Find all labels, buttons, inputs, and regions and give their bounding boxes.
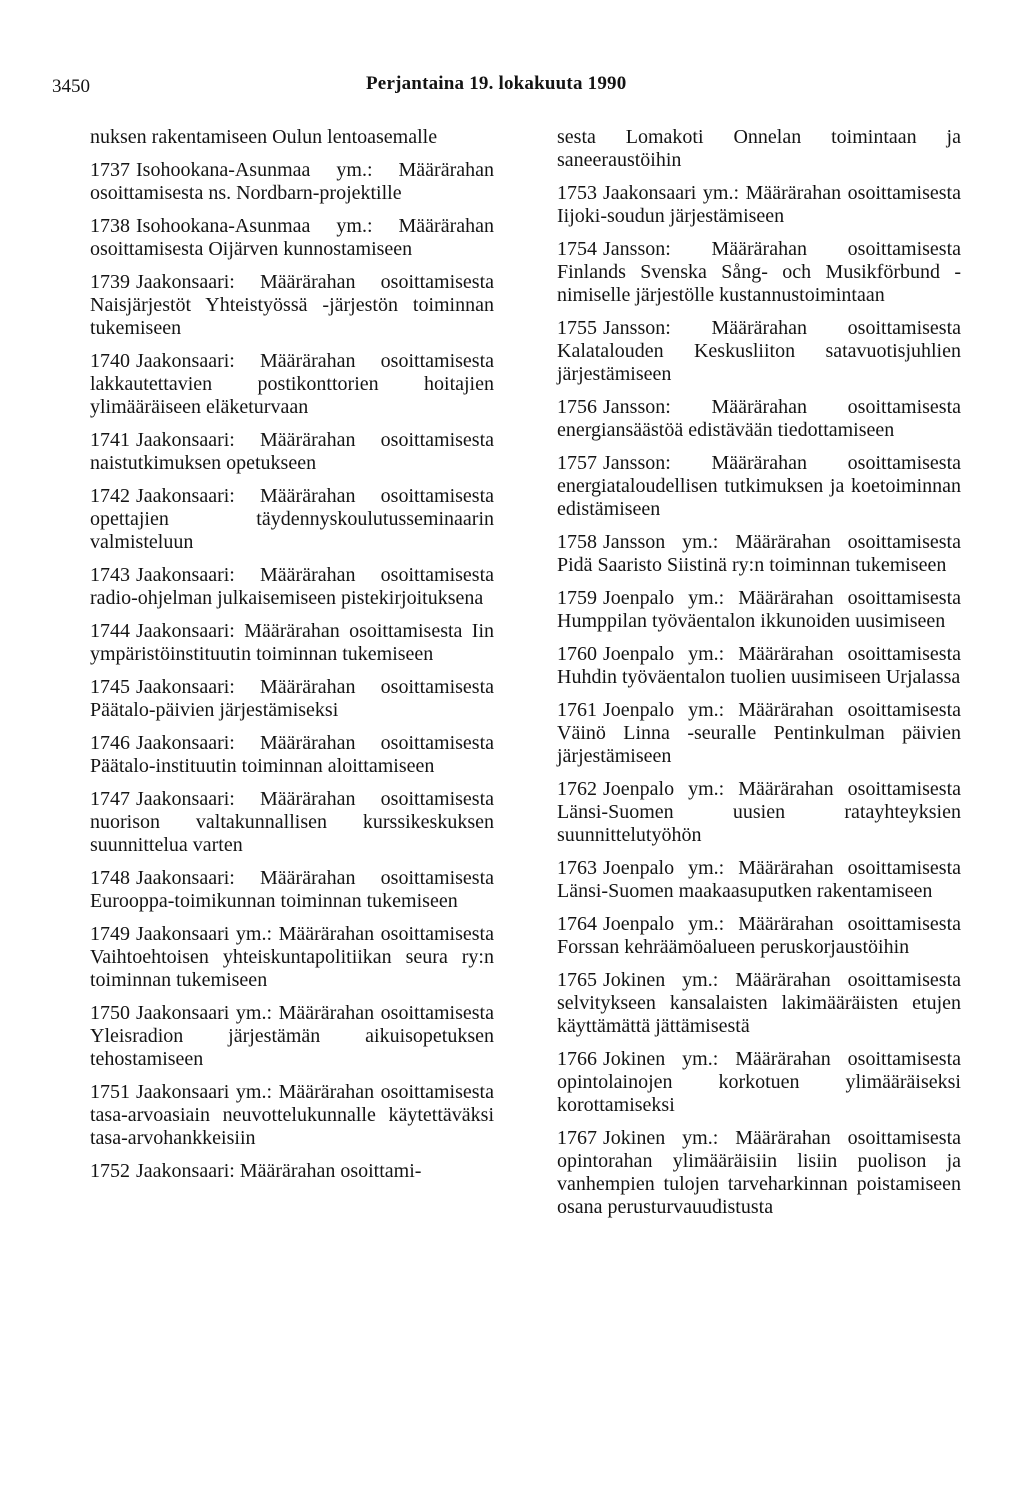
entry-text: Jaakonsaari: Määrärahan osoittamisesta Eurooppa-toimikunnan toiminnan tukemiseen [90,867,494,912]
entry-text: Jansson ym.: Määrärahan osoittamisesta Pidä Saaristo Siistinä ry:n toiminnan tukemiseen [557,531,961,576]
entry-text: Jaakonsaari: Määrärahan osoittamisesta Iin ympäristöinstituutin toiminnan tukemiseen [90,620,494,665]
running-head: Perjantaina 19. lokakuuta 1990 [366,73,627,94]
entry-item [90,350,494,419]
entry-number: 1738 [90,215,130,237]
entry-text: Joenpalo ym.: Määrärahan osoittamisesta Väinö Linna -seuralle Pentinkulman päivien järjestämiseen [557,699,961,767]
entry-text: Joenpalo ym.: Määrärahan osoittamisesta Humppilan työväentalon ikkunoiden uusimiseen [557,587,961,632]
page-number: 3450 [52,76,90,97]
entry-item [557,969,961,1038]
entry-item [90,126,494,149]
entry-item [557,531,961,577]
entry-number: 1746 [90,732,130,754]
entry-number: 1742 [90,485,130,507]
entry-item [90,620,494,666]
entry-number: 1766 [557,1048,597,1070]
entry-text: Jaakonsaari ym.: Määrärahan osoittamisesta Iijoki-soudun järjestämiseen [557,182,961,227]
entry-text: Joenpalo ym.: Määrärahan osoittamisesta Huhdin työväentalon tuolien uusimiseen Urjalassa [557,643,961,688]
entry-number: 1748 [90,867,130,889]
entry-number: 1751 [90,1081,130,1103]
entry-number: 1760 [557,643,597,665]
entry-text: Jokinen ym.: Määrärahan osoittamisesta selvitykseen kansalaisten lakimääräisten etujen käyttämättä jättämisestä [557,969,961,1037]
entry-text: Jaakonsaari: Määrärahan osoittamisesta Päätalo-päivien järjestämiseksi [90,676,494,721]
entry-number: 1755 [557,317,597,339]
entry-text: Jokinen ym.: Määrärahan osoittamisesta opintorahan ylimääräisiin lisiin puolison ja vanhempien tulojen tarveharkinnan poistamiseen osana perusturvauudistusta [557,1127,961,1218]
entry-text: Jaakonsaari: Määrärahan osoittamisesta Päätalo-instituutin toiminnan aloittamiseen [90,732,494,777]
entry-number: 1739 [90,271,130,293]
entry-item [90,923,494,992]
entry-item [90,867,494,913]
entry-text: Isohookana-Asunmaa ym.: Määrärahan osoittamisesta Oijärven kunnostamiseen [90,215,494,260]
entry-number: 1758 [557,531,597,553]
entry-number: 1761 [557,699,597,721]
entry-item [557,182,961,228]
entry-text: Jaakonsaari: Määrärahan osoittamisesta Naisjärjestöt Yhteistyössä -järjestön toiminnan tukemiseen [90,271,494,339]
entry-item [90,732,494,778]
entry-text: Jansson: Määrärahan osoittamisesta Kalatalouden Keskusliiton satavuotisjuhlien järjestämiseen [557,317,961,385]
entry-number: 1754 [557,238,597,260]
entry-item [557,699,961,768]
entry-item [90,271,494,340]
entry-number: 1745 [90,676,130,698]
entry-number: 1753 [557,182,597,204]
entry-text: Jaakonsaari: Määrärahan osoittamisesta opettajien täydennyskoulutusseminaarin valmisteluun [90,485,494,553]
entry-item [557,238,961,307]
entry-text: Jaakonsaari ym.: Määrärahan osoittamisesta tasa-arvoasiain neuvottelukunnalle käytettäväksi tasa-arvohankkeisiin [90,1081,494,1149]
entry-item [90,159,494,205]
entry-text: Jaakonsaari: Määrärahan osoittamisesta radio-ohjelman julkaisemiseen pistekirjoituksena [90,564,494,609]
entry-text: Jaakonsaari: Määrärahan osoittamisesta lakkautettavien postikonttorien hoitajien ylimääräiseen eläketurvaan [90,350,494,418]
entry-number: 1765 [557,969,597,991]
entry-number: 1743 [90,564,130,586]
entry-number: 1756 [557,396,597,418]
entry-item [90,485,494,554]
entry-number: 1757 [557,452,597,474]
entry-text: Jansson: Määrärahan osoittamisesta energiansäästöä edistävään tiedottamiseen [557,396,961,441]
entry-text: Joenpalo ym.: Määrärahan osoittamisesta Länsi-Suomen uusien ratayhteyksien suunnittelutyöhön [557,778,961,846]
entry-number: 1762 [557,778,597,800]
entry-text: Jaakonsaari: Määrärahan osoittamisesta nuorison valtakunnallisen kurssikeskuksen suunnittelua varten [90,788,494,856]
entry-text: nuksen rakentamiseen Oulun lentoasemalle [90,126,438,148]
entry-text: Jansson: Määrärahan osoittamisesta energiataloudellisen tutkimuksen ja koetoiminnan edistämiseen [557,452,961,520]
entry-item [557,317,961,386]
entry-text: Joenpalo ym.: Määrärahan osoittamisesta Länsi-Suomen maakaasuputken rakentamiseen [557,857,961,902]
entry-number: 1737 [90,159,130,181]
entry-text: Jansson: Määrärahan osoittamisesta Finlands Svenska Sång- och Musikförbund -nimiselle järjestölle kustannustoimintaan [557,238,961,306]
entry-item [90,215,494,261]
entry-item [557,1127,961,1219]
entry-text: Jaakonsaari ym.: Määrärahan osoittamisesta Yleisradion järjestämän aikuisopetuksen tehostamiseen [90,1002,494,1070]
entry-text: Jaakonsaari: Määrärahan osoittami- [136,1160,422,1182]
entry-item [557,913,961,959]
entry-number: 1752 [90,1160,130,1182]
entry-number: 1763 [557,857,597,879]
entry-number: 1747 [90,788,130,810]
entry-item [90,676,494,722]
entry-item [90,564,494,610]
entry-text: Jokinen ym.: Määrärahan osoittamisesta opintolainojen korkotuen ylimääräiseksi korottamiseksi [557,1048,961,1116]
entry-item [90,788,494,857]
entry-number: 1749 [90,923,130,945]
entry-item [90,429,494,475]
entry-item [557,587,961,633]
entry-text: Jaakonsaari: Määrärahan osoittamisesta naistutkimuksen opetukseen [90,429,494,474]
entry-text: sesta Lomakoti Onnelan toimintaan ja saneeraustöihin [557,126,961,171]
entry-number: 1759 [557,587,597,609]
entry-number: 1740 [90,350,130,372]
entry-item [557,778,961,847]
entry-text: Jaakonsaari ym.: Määrärahan osoittamisesta Vaihtoehtoisen yhteiskuntapolitiikan seura ry:n toiminnan tukemiseen [90,923,494,991]
entry-number: 1764 [557,913,597,935]
entry-item [557,643,961,689]
entry-number: 1750 [90,1002,130,1024]
entry-item [557,452,961,521]
entry-number: 1741 [90,429,130,451]
entry-item [557,126,961,172]
left-column [90,126,494,1193]
entry-text: Joenpalo ym.: Määrärahan osoittamisesta Forssan kehräämöalueen peruskorjaustöihin [557,913,961,958]
entry-item [557,1048,961,1117]
entry-item [90,1160,494,1183]
entry-number: 1744 [90,620,130,642]
entry-item [557,857,961,903]
entry-item [90,1002,494,1071]
entry-item [557,396,961,442]
entry-text: Isohookana-Asunmaa ym.: Määrärahan osoittamisesta ns. Nordbarn-projektille [90,159,494,204]
right-column [557,126,961,1229]
entry-number: 1767 [557,1127,597,1149]
entry-item [90,1081,494,1150]
